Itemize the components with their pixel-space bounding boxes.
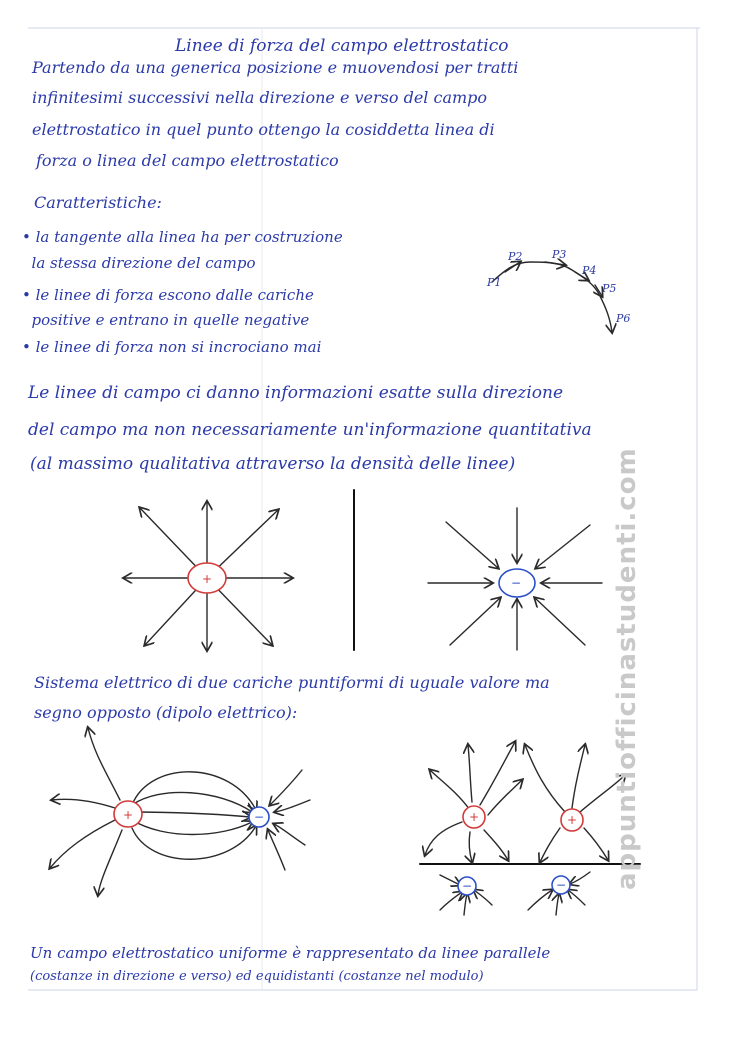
dipole-line-2: segno opposto (dipolo elettrico):	[34, 703, 298, 722]
intro-line-1: Partendo da una generica posizione e muovendosi per tratti	[32, 58, 519, 77]
bottom-right-negative-sign: −	[556, 878, 567, 892]
top-right-positive-sign: +	[567, 813, 578, 827]
point-label-p1: P1	[487, 276, 502, 289]
feature-line-4: positive e entrano in quelle negative	[22, 311, 310, 329]
watermark: appuntiofficinastudenti.com	[612, 447, 642, 890]
charge-pairs-diagram	[420, 742, 640, 915]
field-line-sketch	[486, 248, 630, 332]
point-label-p4: P4	[582, 264, 597, 277]
feature-line-5: • le linee di forza non si incrociano mai	[22, 338, 322, 356]
point-label-p2: P2	[508, 250, 523, 263]
point-label-p3: P3	[552, 248, 567, 261]
negative-charge-diagram	[428, 508, 602, 650]
feature-line-3: • le linee di forza escono dalle cariche	[22, 286, 314, 304]
info-line-1: Le linee di campo ci danno informazioni esatte sulla direzione	[28, 383, 564, 403]
point-label-p5: P5	[602, 282, 617, 295]
dipole-positive-sign: +	[123, 808, 134, 822]
dipole-negative-sign: −	[254, 810, 265, 824]
feature-line-1: • la tangente alla linea ha per costruzione	[22, 228, 343, 246]
uniform-line-1: Un campo elettrostatico uniforme è rappresentato da linee parallele	[30, 944, 551, 962]
dipole-line-1: Sistema elettrico di due cariche puntiformi di uguale valore ma	[34, 673, 550, 692]
info-line-2: del campo ma non necessariamente un'informazione quantitativa	[28, 420, 592, 440]
bottom-left-negative-sign: −	[462, 879, 473, 893]
negative-sign: −	[511, 576, 522, 590]
features-heading: Caratteristiche:	[34, 193, 162, 212]
feature-line-2: la stessa direzione del campo	[22, 254, 256, 272]
positive-charge-diagram	[124, 502, 292, 650]
uniform-line-2: (costanze in direzione e verso) ed equidistanti (costanze nel modulo)	[30, 969, 484, 984]
positive-sign: +	[202, 572, 213, 586]
info-line-3: (al massimo qualitativa attraverso la densità delle linee)	[30, 454, 516, 474]
intro-line-4: forza o linea del campo elettrostatico	[36, 151, 339, 170]
intro-line-3: elettrostatico in quel punto ottengo la cosiddetta linea di	[32, 120, 495, 139]
dipole-diagram	[50, 728, 310, 895]
page-title: Linee di forza del campo elettrostatico	[175, 36, 509, 56]
point-label-p6: P6	[616, 312, 631, 325]
intro-line-2: infinitesimi successivi nella direzione e verso del campo	[32, 88, 488, 107]
top-left-positive-sign: +	[469, 810, 480, 824]
